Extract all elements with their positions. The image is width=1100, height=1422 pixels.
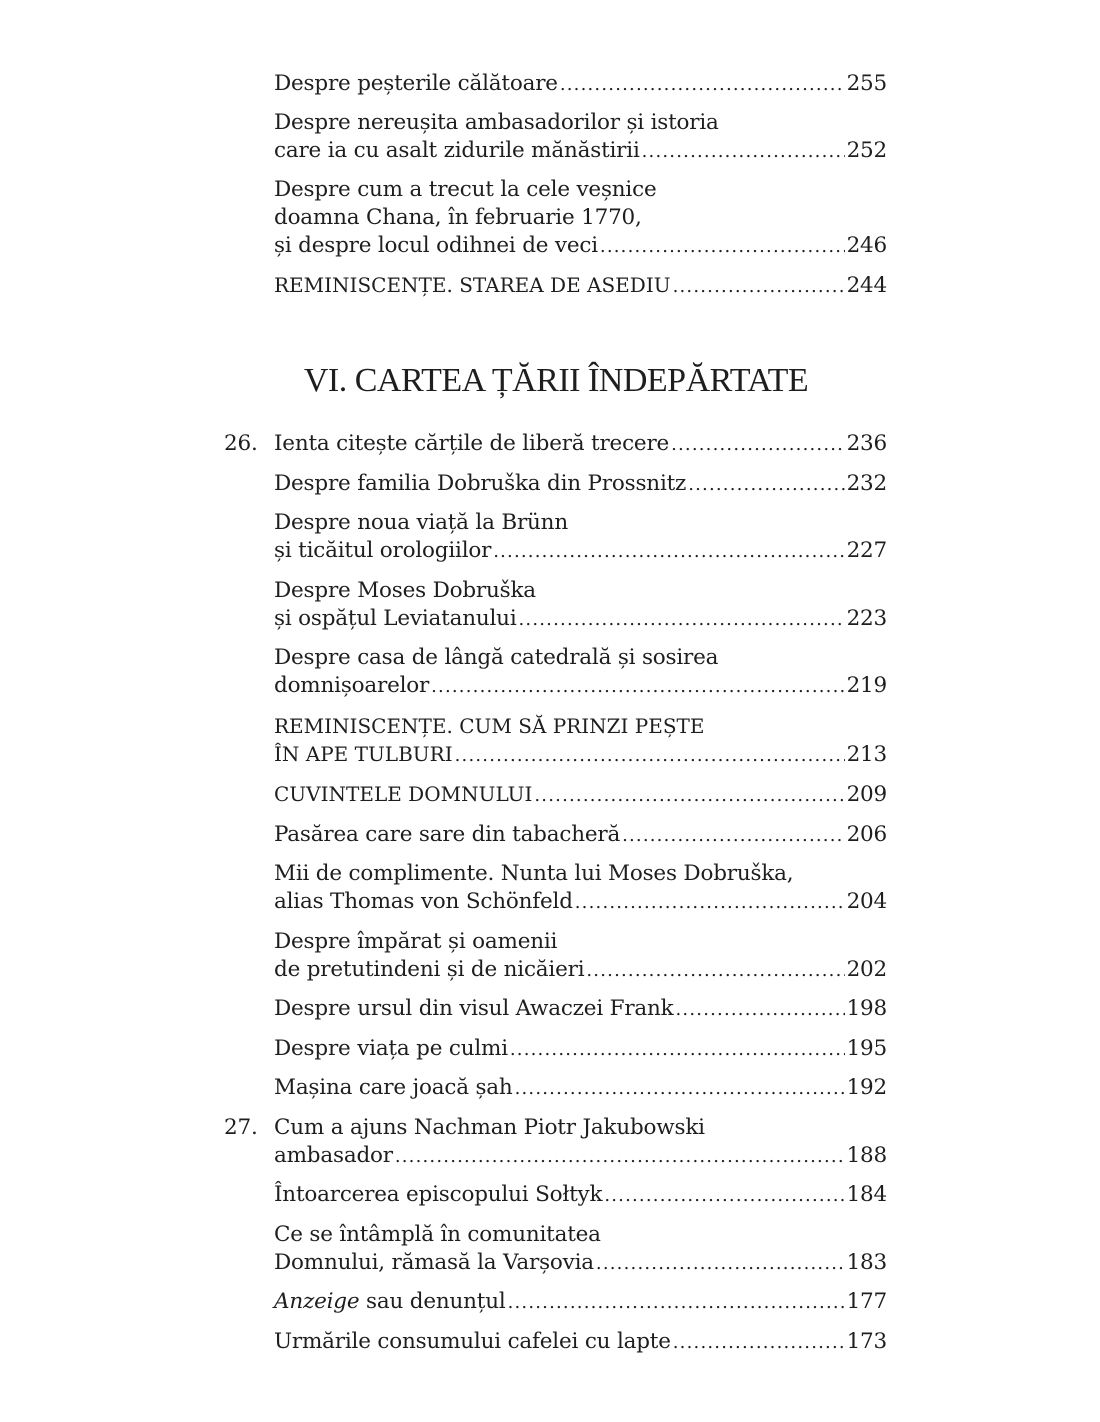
dot-leader	[455, 742, 845, 770]
entry-title-line: și ticăitul orologiilor	[274, 538, 492, 563]
entry-title-line: Mii de complimente. Nunta lui Moses Dobruška,	[274, 861, 794, 886]
entry-title-line: Despre nereușita ambasadorilor și istoria	[274, 110, 719, 135]
toc-entry[interactable]	[224, 509, 887, 566]
chapter-number	[224, 509, 274, 566]
entry-title	[274, 577, 887, 634]
toc-entry[interactable]	[224, 995, 887, 1024]
page-number: 209	[846, 782, 887, 807]
entry-title	[274, 821, 887, 850]
entry-title-line: și ospățul Leviatanului	[274, 605, 517, 631]
entry-title	[274, 176, 887, 261]
page-number: 192	[846, 1075, 887, 1100]
toc-entry[interactable]	[224, 1221, 887, 1278]
entry-title	[274, 1328, 887, 1357]
entry-title	[274, 644, 887, 701]
dot-leader	[673, 1329, 845, 1357]
entry-title-line: Despre casa de lângă catedrală și sosirea	[274, 645, 719, 670]
dot-leader	[519, 606, 845, 634]
chapter-number	[224, 1221, 274, 1278]
chapter-number	[224, 860, 274, 917]
toc-entry[interactable]	[224, 712, 887, 770]
entry-title	[274, 712, 887, 770]
entry-title-line: Mașina care joacă șah	[274, 1075, 513, 1100]
dot-leader	[508, 1289, 845, 1317]
entry-title-line: ÎN APE TULBURI	[274, 741, 453, 766]
entry-title	[274, 1114, 887, 1171]
page-number: 252	[846, 138, 887, 163]
entry-title	[274, 995, 887, 1024]
entry-title	[274, 860, 887, 917]
toc-top-group	[224, 70, 887, 301]
page-number: 236	[846, 431, 887, 456]
entry-title-line: alias Thomas von Schönfeld	[274, 889, 573, 914]
chapter-number	[224, 271, 274, 301]
dot-leader	[673, 273, 845, 301]
page-number: 202	[846, 956, 887, 982]
page-number: 213	[846, 741, 887, 767]
dot-leader	[676, 996, 845, 1024]
entry-title-line: Despre Moses Dobruška	[274, 577, 536, 603]
chapter-number	[224, 176, 274, 261]
entry-title-italic: Anzeige	[274, 1289, 360, 1314]
chapter-number: 26.	[224, 431, 258, 456]
page-number: 206	[846, 821, 887, 847]
toc-entry[interactable]	[224, 430, 887, 459]
toc-entry[interactable]	[224, 644, 887, 701]
chapter-number	[224, 780, 274, 810]
entry-title-line: Ienta citește cărțile de liberă trecere	[274, 431, 670, 456]
entry-title	[274, 780, 887, 810]
page-number: 173	[846, 1328, 887, 1354]
entry-title-line: CUVINTELE DOMNULUI	[274, 782, 533, 806]
chapter-number	[224, 928, 274, 985]
page-number: 223	[846, 605, 887, 631]
chapter-number	[224, 70, 274, 99]
chapter-number	[224, 577, 274, 634]
toc-entry[interactable]	[224, 1035, 887, 1064]
toc-entry[interactable]	[224, 70, 887, 99]
page-number: 198	[846, 996, 887, 1021]
entry-title-line: ambasador	[274, 1142, 393, 1168]
entry-title-line: REMINISCENȚE. STAREA DE ASEDIU	[274, 273, 671, 297]
entry-title-line: și despre locul odihnei de veci	[274, 233, 598, 258]
chapter-number	[224, 1328, 274, 1357]
entry-title-line: Ce se întâmplă în comunitatea	[274, 1221, 601, 1247]
dot-leader	[534, 782, 844, 810]
chapter-number	[224, 1074, 274, 1103]
entry-title-line: Despre peșterile călătoare	[274, 71, 558, 96]
dot-leader	[600, 233, 845, 261]
toc-entry[interactable]	[224, 1288, 887, 1317]
page-number: 219	[846, 673, 887, 698]
entry-title	[274, 1074, 887, 1103]
dot-leader	[431, 673, 844, 701]
toc-entry[interactable]	[224, 470, 887, 499]
entry-title	[274, 1288, 887, 1317]
chapter-number	[224, 644, 274, 701]
chapter-number	[224, 821, 274, 850]
entry-title-line: Cum a ajuns Nachman Piotr Jakubowski	[274, 1114, 705, 1140]
dot-leader	[560, 71, 845, 99]
entry-title-line: Urmările consumului cafelei cu lapte	[274, 1328, 671, 1354]
toc-entry[interactable]	[224, 1074, 887, 1103]
entry-title-line: REMINISCENȚE. CUM SĂ PRINZI PEȘTE	[274, 713, 705, 738]
entry-title	[274, 1181, 887, 1210]
dot-leader	[688, 471, 844, 499]
dot-leader	[642, 138, 845, 166]
page-number: 204	[846, 889, 887, 914]
dot-leader	[604, 1182, 844, 1210]
entry-title	[274, 1221, 887, 1278]
chapter-number	[224, 1288, 274, 1317]
entry-title-line: Despre împărat și oamenii	[274, 928, 558, 954]
toc-entry[interactable]	[224, 821, 887, 850]
entry-title-line: Despre cum a trecut la cele veșnice	[274, 177, 657, 202]
entry-title-line: Domnului, rămasă la Varșovia	[274, 1249, 594, 1275]
entry-title-line: Întoarcerea episcopului Sołtyk	[274, 1182, 603, 1207]
chapter-number	[224, 995, 274, 1024]
entry-title-line: Pasărea care sare din tabacheră	[274, 821, 621, 847]
entry-title-line: Despre ursul din visul Awaczei Frank	[274, 996, 674, 1021]
page-number: 195	[846, 1035, 887, 1061]
chapter-number	[224, 1035, 274, 1064]
entry-title	[274, 430, 887, 459]
page-number: 188	[846, 1142, 887, 1168]
entry-title-line: doamna Chana, în februarie 1770,	[274, 205, 642, 230]
dot-leader	[596, 1250, 845, 1278]
toc-entry[interactable]	[224, 860, 887, 917]
dot-leader	[515, 1075, 845, 1103]
dot-leader	[622, 822, 844, 850]
entry-title	[274, 1035, 887, 1064]
toc-entry[interactable]	[224, 1114, 887, 1171]
entry-title-line: Despre noua viață la Brünn	[274, 510, 568, 535]
entry-title	[274, 70, 887, 99]
toc-entry[interactable]	[224, 176, 887, 261]
toc-entry[interactable]	[224, 577, 887, 634]
entry-title	[274, 928, 887, 985]
toc-entry[interactable]	[224, 109, 887, 166]
page-number: 244	[846, 273, 887, 298]
entry-title-line: Despre viața pe culmi	[274, 1035, 508, 1061]
toc-entry[interactable]	[224, 928, 887, 985]
chapter-number	[224, 109, 274, 166]
entry-title-line: care ia cu asalt zidurile mănăstirii	[274, 138, 640, 163]
entry-title	[274, 470, 887, 499]
entry-title	[274, 271, 887, 301]
toc-entry[interactable]	[224, 1328, 887, 1357]
dot-leader	[575, 889, 845, 917]
toc-entry[interactable]	[224, 1181, 887, 1210]
page-number: 184	[846, 1182, 887, 1207]
dot-leader	[586, 957, 844, 985]
toc-section-vi	[224, 430, 887, 1357]
entry-title-line: de pretutindeni și de nicăieri	[274, 956, 585, 982]
page-number: 177	[846, 1289, 887, 1314]
dot-leader	[395, 1143, 845, 1171]
page-number: 255	[846, 71, 887, 96]
page-number: 227	[846, 538, 887, 563]
toc-entry[interactable]	[224, 271, 887, 301]
dot-leader	[671, 431, 845, 459]
page-number: 183	[846, 1249, 887, 1275]
chapter-number: 27.	[224, 1114, 258, 1140]
chapter-number	[224, 470, 274, 499]
entry-title-line: domnișoarelor	[274, 673, 430, 698]
toc-entry[interactable]	[224, 780, 887, 810]
dot-leader	[510, 1036, 845, 1064]
entry-title	[274, 509, 887, 566]
entry-title	[274, 109, 887, 166]
page-number: 246	[846, 233, 887, 258]
section-title: VI. CARTEA ȚĂRII ÎNDEPĂRTATE	[303, 362, 809, 399]
dot-leader	[493, 538, 844, 566]
chapter-number	[224, 1181, 274, 1210]
entry-title-line: Despre familia Dobruška din Prossnitz	[274, 470, 687, 496]
chapter-number	[224, 712, 274, 770]
page-number: 232	[846, 470, 887, 496]
entry-title-text: sau denunțul	[359, 1289, 506, 1314]
